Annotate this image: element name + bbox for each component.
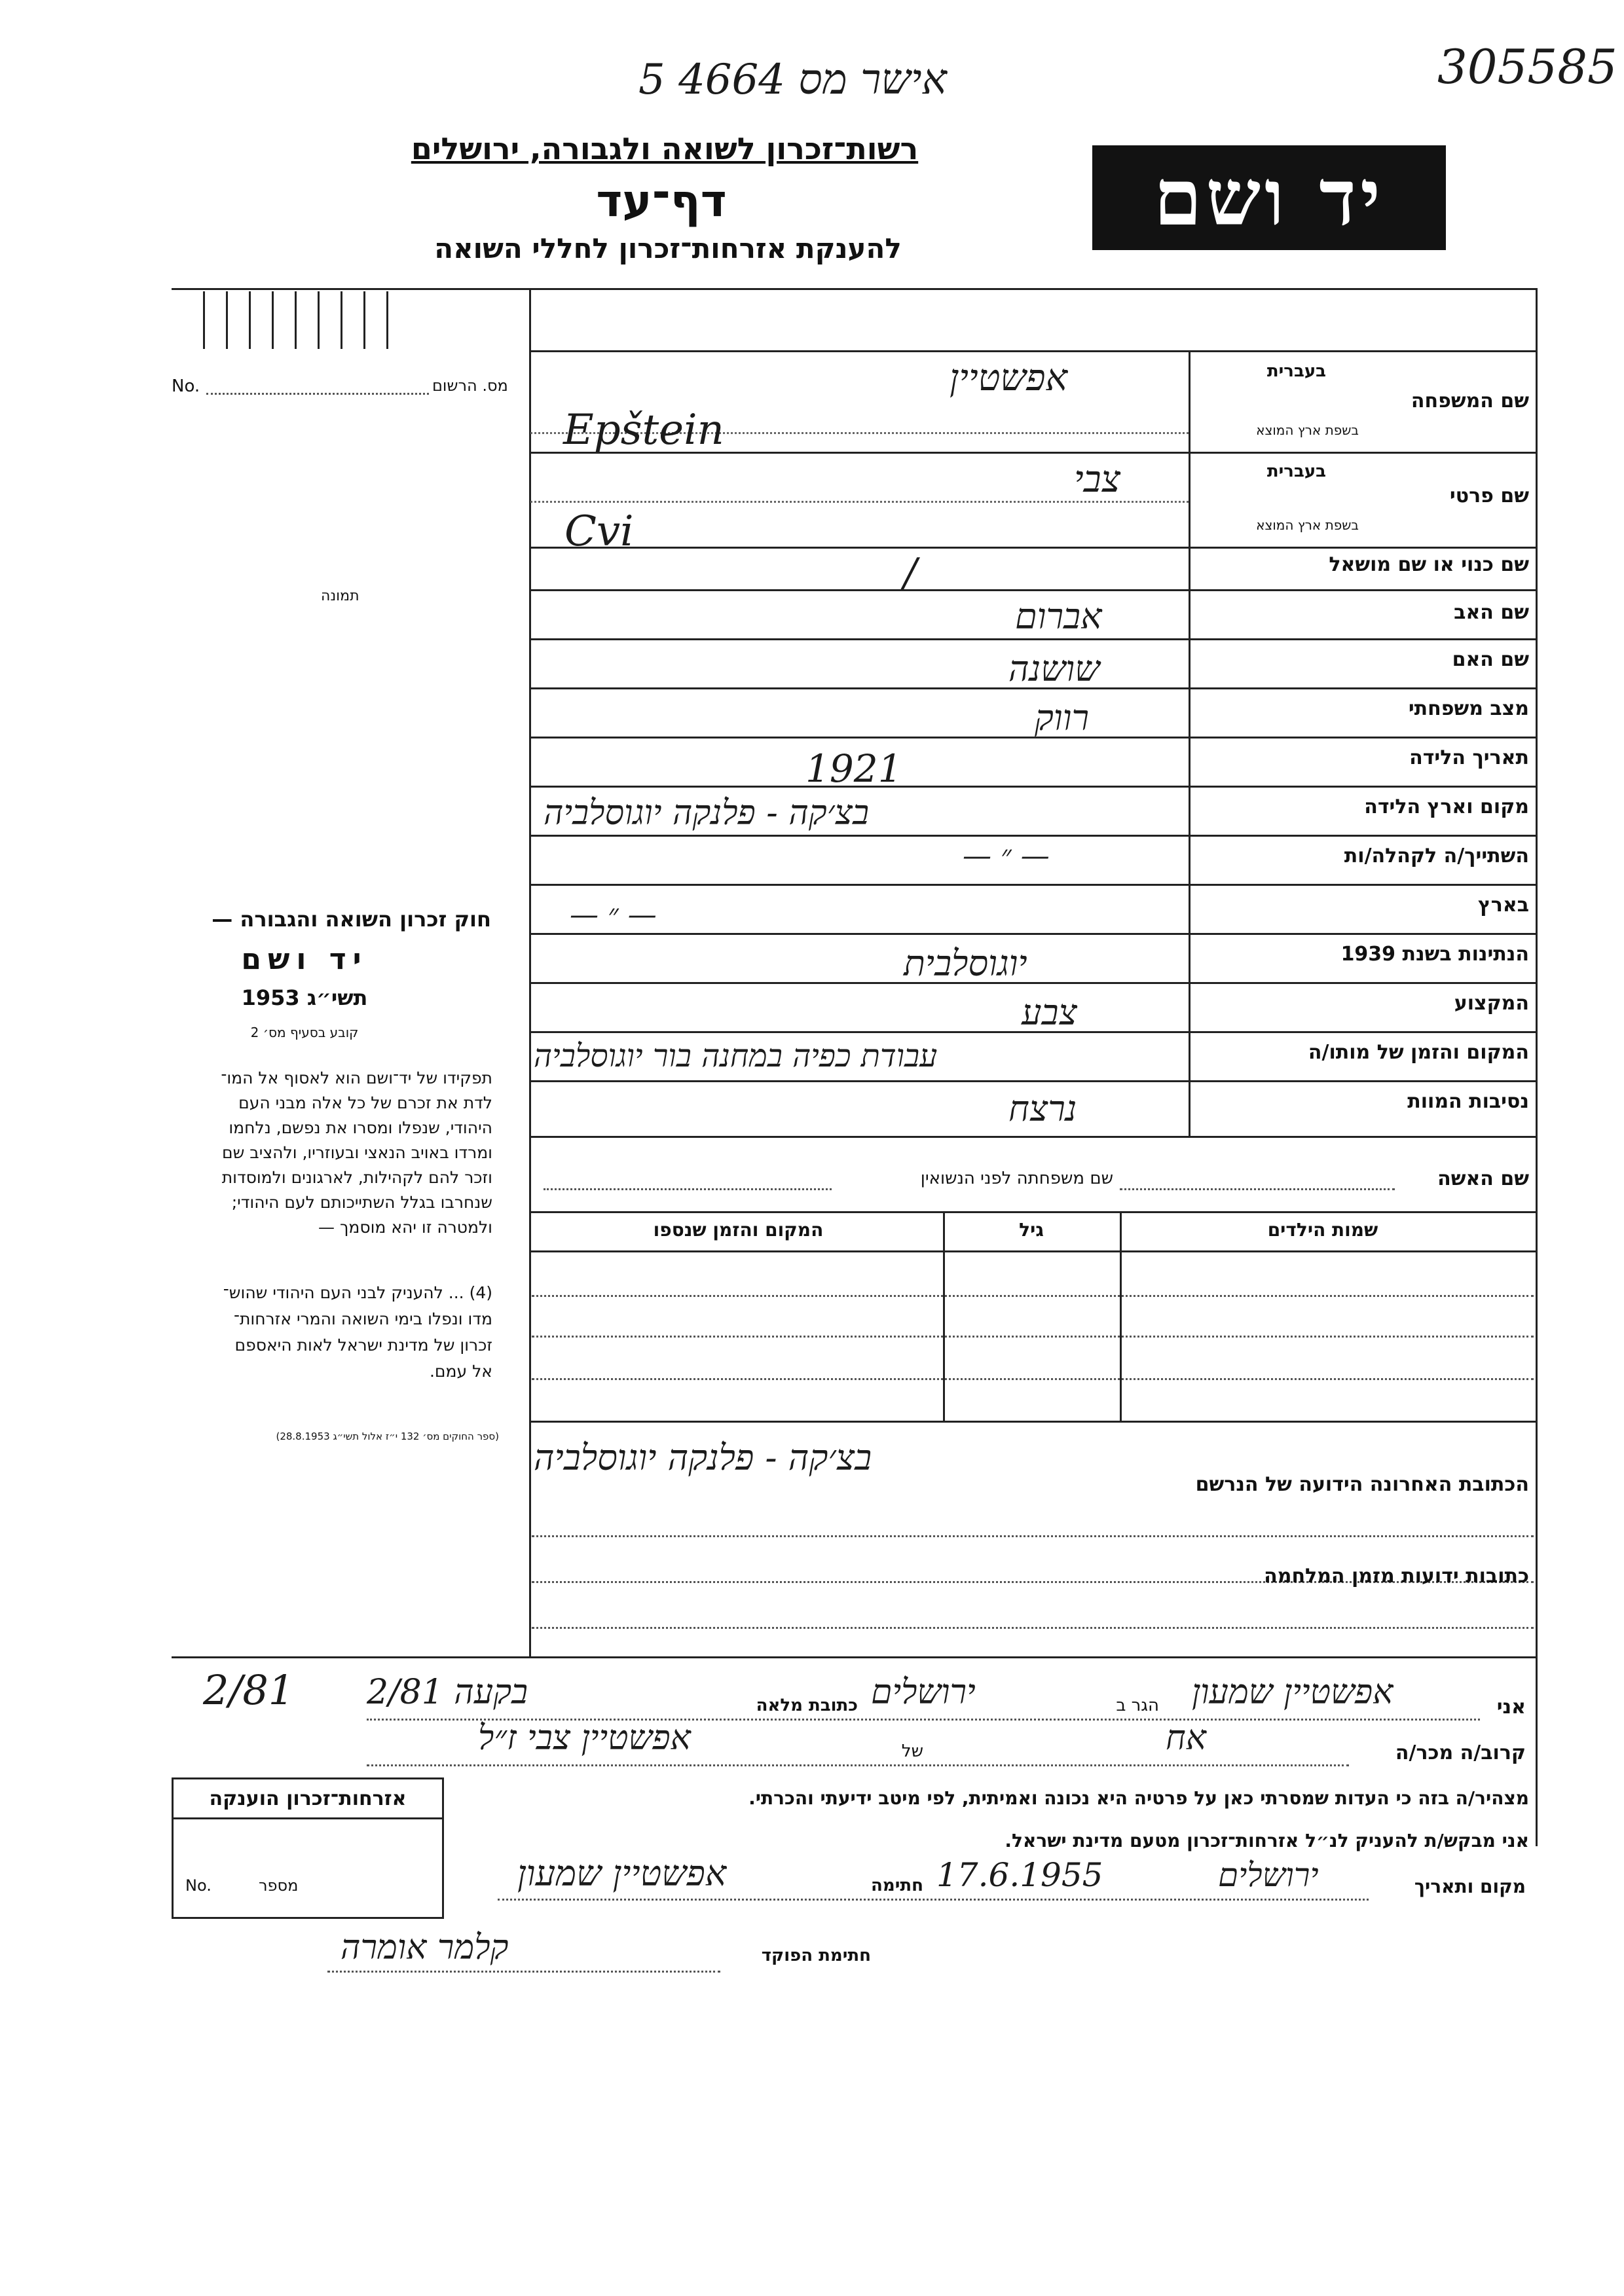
citizenship-1939-label: הנתינות בשנת 1939 bbox=[1340, 943, 1529, 966]
law-line: תפקידו של יד־ושם הוא לאסוף אל המו־ bbox=[221, 1068, 492, 1087]
death-place-label: המקום והזמן של מותו/ה bbox=[1308, 1041, 1529, 1064]
maiden-name-dotted-line bbox=[544, 1188, 832, 1190]
spouse-dotted-line bbox=[1120, 1188, 1395, 1190]
nickname-label: שם כנוי או שם מושאל bbox=[1329, 553, 1529, 576]
citizenship-box-title: אזרחות־זכרון הוענקה bbox=[209, 1787, 407, 1810]
form-top-border bbox=[172, 288, 1537, 290]
reg-no-label: No. bbox=[172, 376, 200, 396]
relative-label: קרוב/ה מכר/ה bbox=[1395, 1741, 1526, 1764]
law-paragraph-2 bbox=[165, 1280, 492, 1385]
yad-vashem-logo: יד ושם bbox=[1092, 145, 1446, 250]
row-border bbox=[530, 452, 1537, 454]
declarant-signature: אפשטיין שמעון bbox=[517, 1853, 727, 1894]
first-name-subdivider bbox=[530, 501, 1189, 503]
officer-dotted-line bbox=[327, 1971, 720, 1973]
death-circumstances-label: נסיבות המוות bbox=[1407, 1090, 1529, 1113]
first-name-origin-value: Cvi bbox=[564, 507, 634, 556]
authority-name: רשות־זכרון לשואה ולגבורה, ירושלים bbox=[411, 131, 919, 166]
citizenship-no-label: No. bbox=[185, 1876, 212, 1895]
children-row-line bbox=[532, 1336, 1534, 1338]
sheet-number: 305585 bbox=[1437, 39, 1617, 94]
declarant-name: אפשטיין שמעון bbox=[1192, 1673, 1393, 1712]
resides-label: הגר ב bbox=[1116, 1696, 1159, 1715]
row-border bbox=[530, 884, 1537, 886]
handwritten-reference: 5 4664 אישר מס bbox=[638, 56, 947, 104]
declarant-address-number: 2/81 bbox=[203, 1666, 295, 1714]
row-border bbox=[530, 1211, 1537, 1213]
relation-value: אח bbox=[1166, 1719, 1206, 1758]
country-label: בארץ bbox=[1477, 894, 1529, 917]
birth-date-value: 1921 bbox=[805, 746, 902, 791]
law-line: שנחרבו בגלל השתייכותם לעם היהודי; bbox=[231, 1193, 492, 1212]
family-name-hebrew-sublabel: בעברית bbox=[1266, 361, 1326, 381]
father-name-value: אברום bbox=[1015, 596, 1102, 637]
declarant-address: בקעה 2/81 bbox=[367, 1673, 528, 1712]
reg-number-label: מס. הרשום bbox=[432, 376, 508, 395]
form-column-divider bbox=[529, 288, 531, 1656]
children-names-header: שמות הילדים bbox=[1267, 1219, 1378, 1241]
form-title: דף־עד bbox=[596, 175, 727, 227]
full-address-label: כתובת מלאה bbox=[756, 1696, 858, 1715]
declaration-top-border bbox=[172, 1656, 1537, 1658]
law-paragraph-1 bbox=[165, 1066, 492, 1240]
mother-name-value: שושנה bbox=[1008, 648, 1100, 689]
death-circumstances-value: נרצח bbox=[1008, 1088, 1077, 1129]
marital-status-value: רווק bbox=[1035, 697, 1090, 738]
profession-value: צבע bbox=[1022, 992, 1077, 1033]
row-border bbox=[530, 1031, 1537, 1033]
law-line: ומרדו באויב הנאצי ובעוזריו, ולהציב שם bbox=[222, 1143, 492, 1162]
row-border bbox=[530, 638, 1537, 640]
declaration-date: 17.6.1955 bbox=[936, 1856, 1103, 1894]
deceased-name: אפשטיין צבי ז״ל bbox=[478, 1719, 691, 1758]
country-value: — ״ — bbox=[570, 898, 657, 932]
form-subtitle: להענקת אזרחות־זכרון לחללי השואה bbox=[434, 232, 902, 264]
last-address-value: בצ׳קה - פלנקה יוגוסלביה bbox=[534, 1437, 872, 1478]
citizenship-box-divider bbox=[174, 1817, 442, 1819]
row-border bbox=[530, 589, 1537, 591]
officer-signature-label: חתימת הפוקד bbox=[761, 1946, 871, 1965]
officer-signature: קלמר אומרה bbox=[341, 1928, 509, 1967]
community-label: השתייך/ה לקהלה/ות bbox=[1344, 845, 1529, 867]
row-border bbox=[530, 982, 1537, 984]
citizenship-granted-box bbox=[172, 1777, 444, 1919]
children-row-line bbox=[532, 1295, 1534, 1297]
statement-request: אני מבקש/ת להעניק לנ״ל אזרחות־זכרון מטעם מדינת ישראל. bbox=[1005, 1830, 1529, 1851]
birth-place-value: בצ׳קה - פלנקה יוגוסלביה bbox=[544, 793, 870, 833]
signature-dotted-line bbox=[498, 1899, 1369, 1901]
nickname-value: / bbox=[904, 550, 917, 596]
declaration-dotted-line bbox=[367, 1764, 1349, 1766]
registration-tick-boxes bbox=[203, 291, 530, 349]
reg-no-dotted-line bbox=[206, 393, 429, 395]
community-value: — ״ — bbox=[963, 839, 1050, 873]
last-address-label: הכתובת האחרונה הידועה של הנרשם bbox=[1195, 1473, 1529, 1496]
family-name-origin-sublabel: בשפת ארץ המוצא bbox=[1256, 422, 1359, 438]
declarant-city: ירושלים bbox=[871, 1673, 976, 1712]
children-column-divider bbox=[1120, 1211, 1122, 1421]
first-name-hebrew-sublabel: בעברית bbox=[1266, 462, 1326, 481]
citizenship-1939-value: יוגוסלבית bbox=[904, 943, 1027, 984]
law-name: יד ושם bbox=[241, 943, 368, 976]
law-line: זכרון של מדינת ישראל לאות היאספם bbox=[234, 1336, 492, 1355]
children-age-header: גיל bbox=[1019, 1219, 1044, 1241]
law-line: היהודי, שנפלו ומסרו את נפשם, נלחמו bbox=[229, 1118, 492, 1137]
law-line: לדת את זכרם של כל אלה מבני העם bbox=[238, 1093, 492, 1112]
children-header-border bbox=[530, 1250, 1537, 1252]
law-line: מדו ונפלו בימי השואה והמרי אזרחות־ bbox=[233, 1309, 492, 1328]
address-dotted-line bbox=[532, 1627, 1534, 1629]
statement-accuracy: מצהיר/ה בזה כי העדות שמסרתי כאן על פרטיה היא נכונה ואמיתית, לפי מיטב ידיעתי והכרתי. bbox=[748, 1787, 1529, 1809]
first-name-origin-sublabel: בשפת ארץ המוצא bbox=[1256, 517, 1359, 533]
form-body-top-border bbox=[530, 350, 1537, 352]
form-right-border bbox=[1536, 288, 1538, 1846]
photo-label: תמונה bbox=[321, 588, 360, 604]
children-fate-header: המקום והזמן שנספו bbox=[653, 1219, 824, 1241]
row-border bbox=[530, 835, 1537, 837]
birth-date-label: תאריך הלידה bbox=[1409, 746, 1529, 769]
birth-place-label: מקום וארץ הלידה bbox=[1364, 795, 1529, 818]
address-dotted-line bbox=[532, 1535, 1534, 1537]
row-border bbox=[530, 786, 1537, 788]
law-line: (4) ... להעניק לבני העם היהודי שהוש־ bbox=[223, 1283, 492, 1302]
family-name-label: שם המשפחה bbox=[1411, 390, 1529, 412]
law-line: ולמטרה זו יהא מוסמך — bbox=[318, 1218, 492, 1237]
row-border bbox=[530, 1421, 1537, 1423]
wartime-addresses-label: כתובות ידועות מזמן המלחמה bbox=[1264, 1565, 1529, 1588]
label-column-divider bbox=[1189, 350, 1190, 1136]
maiden-name-label: שם משפחתה לפני הנשואין bbox=[920, 1169, 1113, 1188]
father-name-label: שם האב bbox=[1454, 601, 1529, 624]
row-border bbox=[530, 933, 1537, 935]
law-year: תשי״ג 1953 bbox=[241, 985, 368, 1010]
citizenship-number-label: מספר bbox=[259, 1876, 299, 1895]
of-label: של bbox=[901, 1741, 923, 1761]
law-line: אל עמם. bbox=[429, 1362, 492, 1381]
declarant-ani-label: אני bbox=[1496, 1696, 1526, 1719]
first-name-label: שם פרטי bbox=[1449, 484, 1529, 507]
family-name-origin-value: Epštein bbox=[563, 406, 724, 454]
law-line: וזכר להם לקהילות, לארגונים ולמוסדות bbox=[221, 1168, 492, 1187]
signature-label: חתימה bbox=[871, 1876, 923, 1895]
spouse-label: שם האשה bbox=[1437, 1167, 1529, 1190]
death-place-value: עבודת כפיה במחנה בור יוגוסלביה bbox=[534, 1038, 938, 1074]
row-border bbox=[530, 737, 1537, 738]
first-name-hebrew-value: צבי bbox=[1074, 458, 1121, 501]
children-column-divider bbox=[943, 1211, 945, 1421]
law-clause: קובע בסעיף מס׳ 2 bbox=[250, 1025, 359, 1040]
declaration-place: ירושלים bbox=[1218, 1856, 1319, 1894]
profession-label: המקצוע bbox=[1454, 992, 1529, 1015]
row-border bbox=[530, 687, 1537, 689]
marital-status-label: מצב משפחתי bbox=[1408, 697, 1529, 720]
law-title: חוק זכרון השואה והגבורה — bbox=[212, 907, 491, 932]
children-row-line bbox=[532, 1378, 1534, 1380]
family-name-hebrew-value: אפשטיין bbox=[950, 357, 1068, 399]
place-date-label: מקום ותאריך bbox=[1414, 1876, 1526, 1897]
row-border bbox=[530, 547, 1537, 549]
law-reference: (ספר החוקים מס׳ 132 י״ז אלול תשי״ג 28.8.1953) bbox=[276, 1430, 499, 1442]
mother-name-label: שם האם bbox=[1452, 648, 1529, 671]
row-border bbox=[530, 1080, 1537, 1082]
row-border bbox=[530, 1136, 1537, 1138]
